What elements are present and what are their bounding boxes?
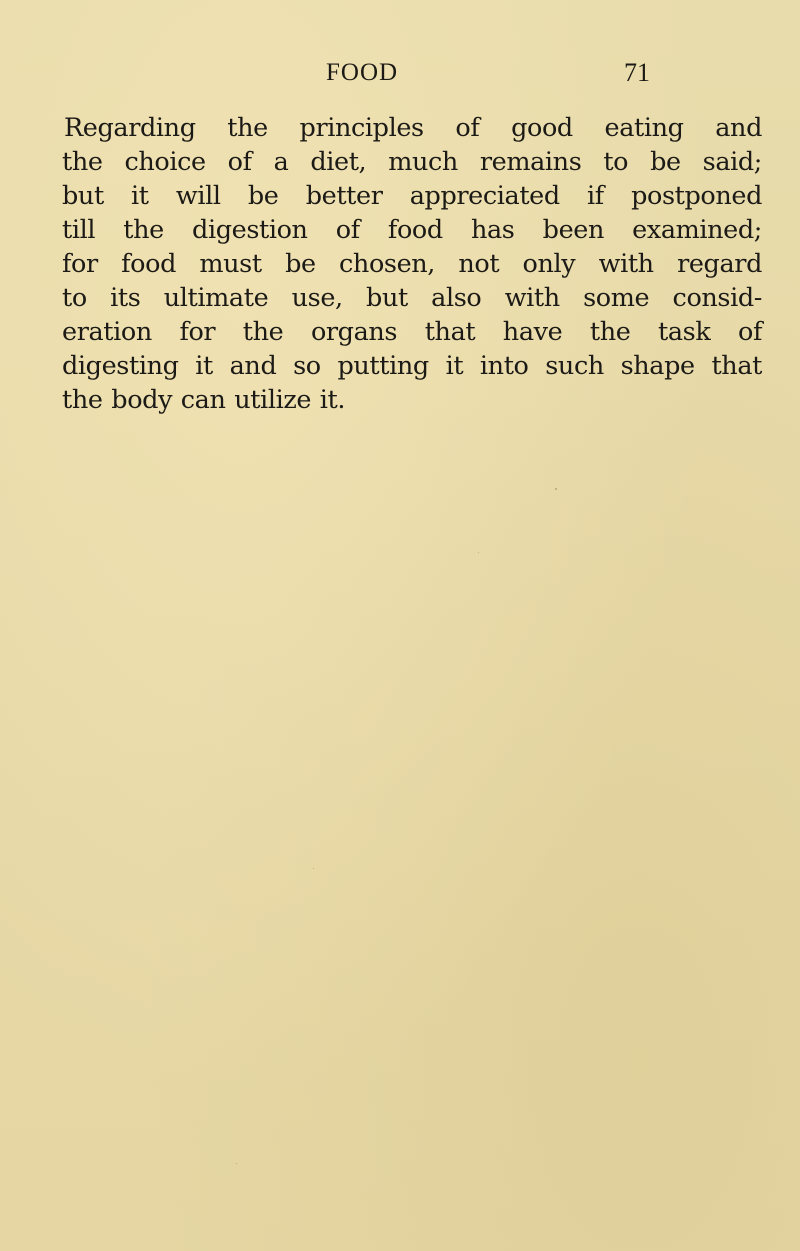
page-number: 71 — [624, 58, 650, 87]
running-head — [0, 58, 800, 98]
text-line: to its ultimate use, but also with some consid- — [62, 283, 762, 313]
running-title: FOOD — [326, 59, 399, 86]
text-line: the body can utilize it. — [62, 385, 346, 415]
text-line: eration for the organs that have the task of — [62, 317, 762, 347]
paper-speck — [236, 1163, 237, 1164]
text-line: till the digestion of food has been examined; — [62, 215, 762, 245]
body-paragraph — [62, 111, 762, 417]
text-line: the choice of a diet, much remains to be said; — [62, 147, 762, 177]
text-line: but it will be better appreciated if postponed — [62, 181, 762, 211]
paper-speck — [313, 868, 314, 869]
text-line: Regarding the principles of good eating and — [64, 113, 762, 143]
paper-speck — [555, 488, 557, 490]
text-line: for food must be chosen, not only with regard — [62, 249, 762, 279]
text-line: digesting it and so putting it into such shape that — [62, 351, 762, 381]
paper-speck — [478, 552, 479, 553]
